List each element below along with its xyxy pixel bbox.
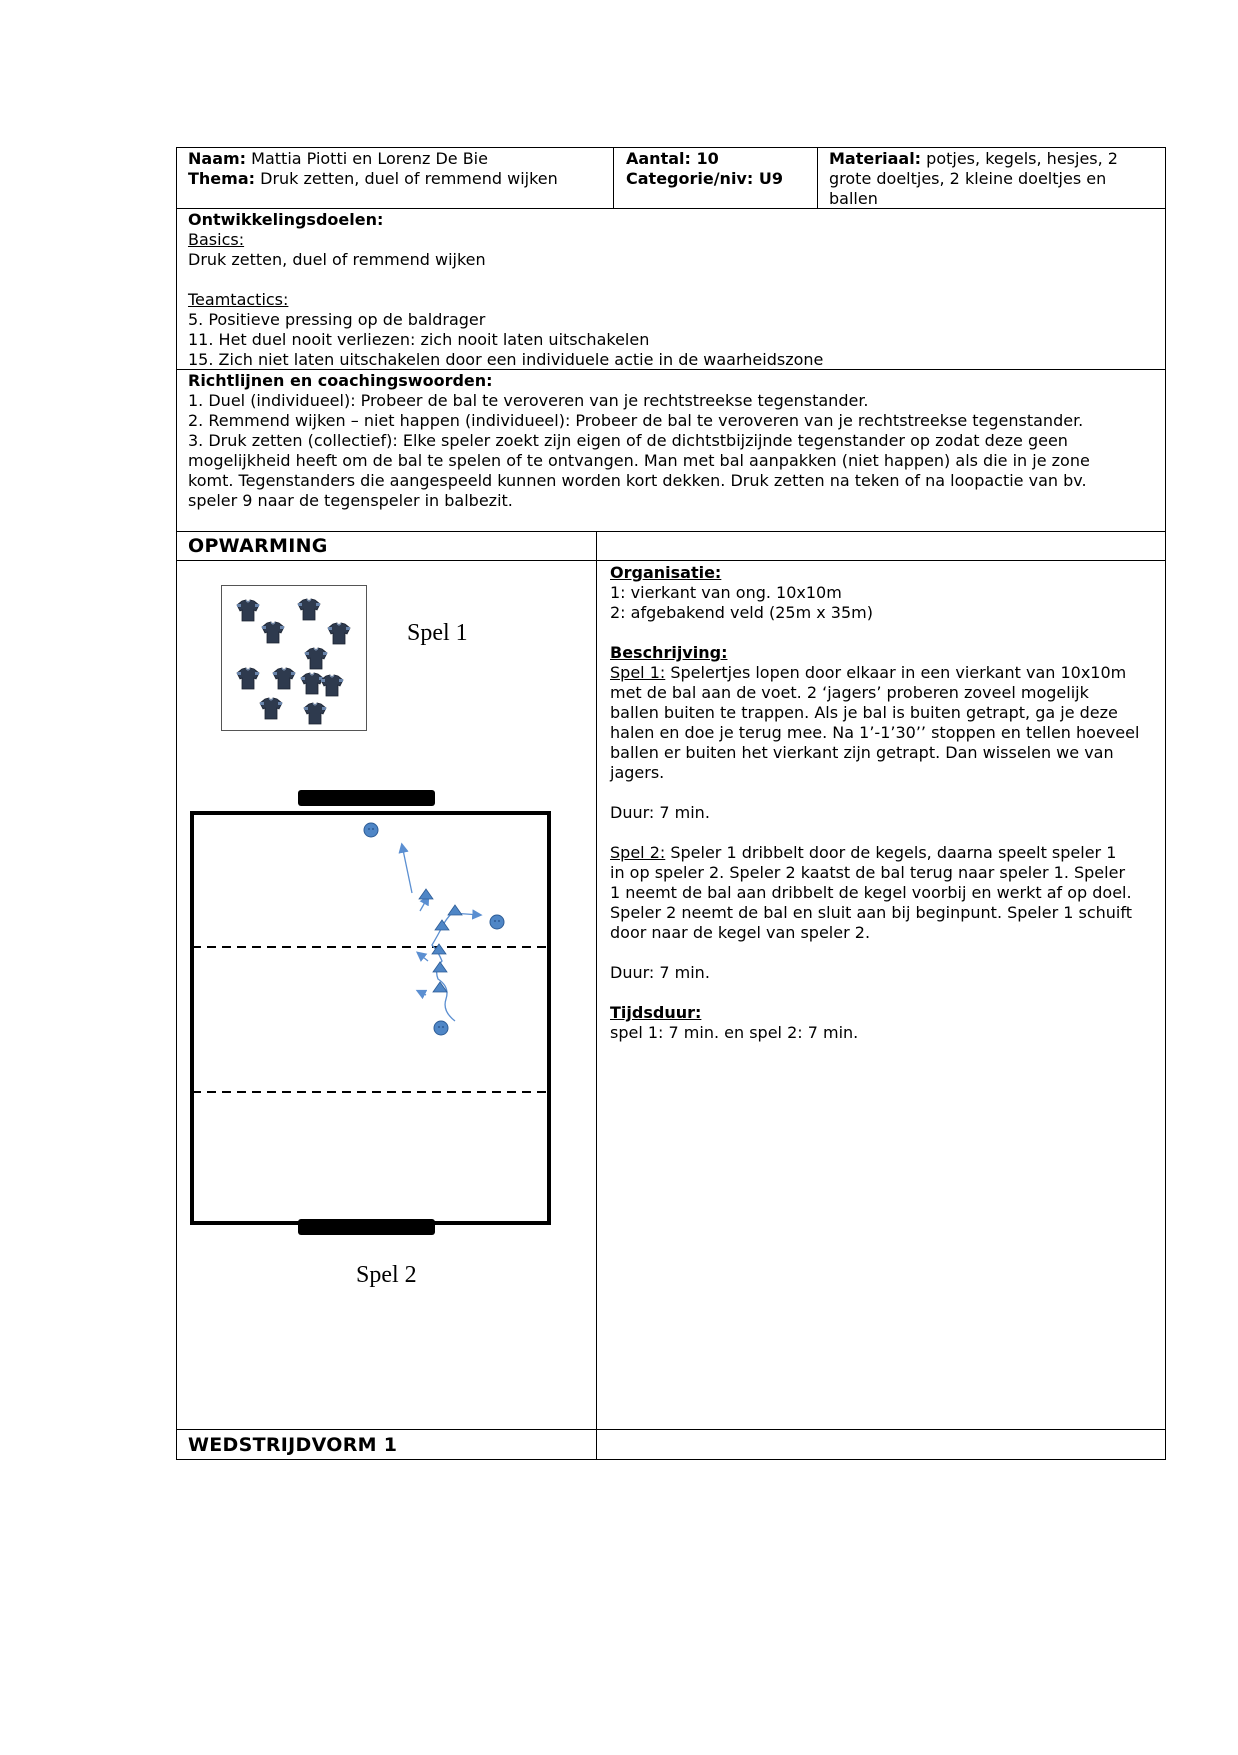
shirt-icon <box>304 703 326 724</box>
duur-2: Duur: 7 min. <box>610 963 710 982</box>
cone-icon <box>432 944 446 954</box>
thema-label: Thema: <box>188 169 256 188</box>
richtlijnen-line: 3. Druk zetten (collectief): Elke speler zoekt zijn eigen of de dichtstbijzijnde tegenstander op zodat deze geen <box>188 431 1068 450</box>
naam-label: Naam: <box>188 149 247 168</box>
opwarming-title: OPWARMING <box>188 535 328 557</box>
cone-icon <box>433 962 447 972</box>
shirt-icon <box>273 668 295 689</box>
spel1-desc-text: Spelertjes lopen door elkaar in een vierkant van 10x10m <box>665 663 1127 682</box>
cone-icon <box>419 889 433 899</box>
thema-value: Druk zetten, duel of remmend wijken <box>260 169 558 188</box>
materiaal-label: Materiaal: <box>829 149 922 168</box>
teamtactics-item: 15. Zich niet laten uitschakelen door een individuele actie in de waarheidszone <box>188 350 824 369</box>
beschrijving-title: Beschrijving: <box>610 643 728 662</box>
spel1-desc-line: ballen er buiten het vierkant zijn getrapt. Dan wisselen we van <box>610 743 1114 762</box>
spel2-desc-line: Speler 2 neemt de bal en sluit aan bij beginpunt. Speler 1 schuift <box>610 903 1132 922</box>
header-divider-2 <box>817 147 818 209</box>
spel1-desc-line: jagers. <box>610 763 665 782</box>
pass-arrow <box>402 845 412 893</box>
spel1-desc-line: met de bal aan de voet. 2 ‘jagers’ proberen zoveel mogelijk <box>610 683 1089 702</box>
organisatie-line: 1: vierkant van ong. 10x10m <box>610 583 842 602</box>
shirt-icon <box>237 668 259 689</box>
cone-icon <box>435 920 449 930</box>
materiaal-line-1 <box>829 149 1118 169</box>
shirt-icon <box>298 599 320 620</box>
shirt-icon <box>301 673 323 694</box>
spel2-desc-line: door naar de kegel van speler 2. <box>610 923 871 942</box>
richtlijnen-line: 2. Remmend wijken – niet happen (individueel): Probeer de bal te veroveren van je rechtstreekse tegenstander. <box>188 411 1084 430</box>
spel1-players <box>221 585 367 731</box>
spel2-desc-line-1 <box>610 843 1116 863</box>
richtlijnen-line: mogelijkheid heeft om de bal te spelen of te ontvangen. Man met bal aanpakken (niet happen) als die in je zone <box>188 451 1090 470</box>
naam-value: Mattia Piotti en Lorenz De Bie <box>251 149 488 168</box>
richtlijnen-line: speler 9 naar de tegenspeler in balbezit. <box>188 491 513 510</box>
teamtactics-item: 5. Positieve pressing op de baldrager <box>188 310 486 329</box>
spel2-link: Spel 2: <box>610 843 666 862</box>
wedstrijdvorm-title: WEDSTRIJDVORM 1 <box>188 1434 398 1456</box>
categorie: Categorie/niv: U9 <box>626 169 783 188</box>
cone-icon <box>448 905 462 915</box>
duur-1: Duur: 7 min. <box>610 803 710 822</box>
spel1-link: Spel 1: <box>610 663 666 682</box>
basics-text: Druk zetten, duel of remmend wijken <box>188 250 486 269</box>
teamtactics-item: 11. Het duel nooit verliezen: zich nooit laten uitschakelen <box>188 330 650 349</box>
spel2-desc-line: 1 neemt de bal aan dribbelt de kegel voorbij en werkt af op doel. <box>610 883 1132 902</box>
richtlijnen-title: Richtlijnen en coachingswoorden: <box>188 371 493 390</box>
materiaal-value-1: potjes, kegels, hesjes, 2 <box>926 149 1118 168</box>
spel1-desc-line: halen en doe je terug mee. Na 1’-1’30’’ stoppen en tellen hoeveel <box>610 723 1140 742</box>
header-divider-1 <box>613 147 614 209</box>
spel2-field <box>180 785 560 1245</box>
tijdsduur-text: spel 1: 7 min. en spel 2: 7 min. <box>610 1023 859 1042</box>
player-icon <box>364 823 504 1035</box>
aantal: Aantal: 10 <box>626 149 719 168</box>
materiaal-line-2: grote doeltjes, 2 kleine doeltjes en <box>829 169 1107 188</box>
spel2-label: Spel 2 <box>356 1262 417 1288</box>
pass-arrow <box>418 953 428 961</box>
ontwikkelingsdoelen-title: Ontwikkelingsdoelen: <box>188 210 384 229</box>
tijdsduur-title: Tijdsduur: <box>610 1003 702 1022</box>
naam-line <box>188 149 488 169</box>
spel2-desc-line: in op speler 2. Speler 2 kaatst de bal terug naar speler 1. Speler <box>610 863 1126 882</box>
field-outline <box>192 813 549 1223</box>
shirt-icon <box>260 698 282 719</box>
pass-arrow <box>418 991 426 995</box>
spel1-desc-line: ballen buiten te trappen. Als je bal is buiten getrapt, ga je deze <box>610 703 1118 722</box>
basics-label: Basics: <box>188 230 245 249</box>
goal-icon <box>298 790 435 806</box>
shirt-icon <box>321 675 343 696</box>
shirt-icon <box>328 623 350 644</box>
richtlijnen-line: 1. Duel (individueel): Probeer de bal te veroveren van je rechtstreekse tegenstander. <box>188 391 869 410</box>
richtlijnen-line: komt. Tegenstanders die aangespeeld kunnen worden kort dekken. Druk zetten na teken of na loopactie van bv. <box>188 471 1087 490</box>
organisatie-title: Organisatie: <box>610 563 722 582</box>
shirt-icon <box>262 622 284 643</box>
materiaal-line-3: ballen <box>829 189 878 208</box>
teamtactics-label: Teamtactics: <box>188 290 289 309</box>
shirt-icon <box>237 600 259 621</box>
spel1-desc-line-1 <box>610 663 1126 683</box>
shirt-icon <box>305 648 327 669</box>
organisatie-line: 2: afgebakend veld (25m x 35m) <box>610 603 873 622</box>
spel2-desc-text: Speler 1 dribbelt door de kegels, daarna speelt speler 1 <box>665 843 1117 862</box>
spel1-label: Spel 1 <box>407 620 468 646</box>
thema-line <box>188 169 558 189</box>
column-divider <box>596 531 597 1460</box>
